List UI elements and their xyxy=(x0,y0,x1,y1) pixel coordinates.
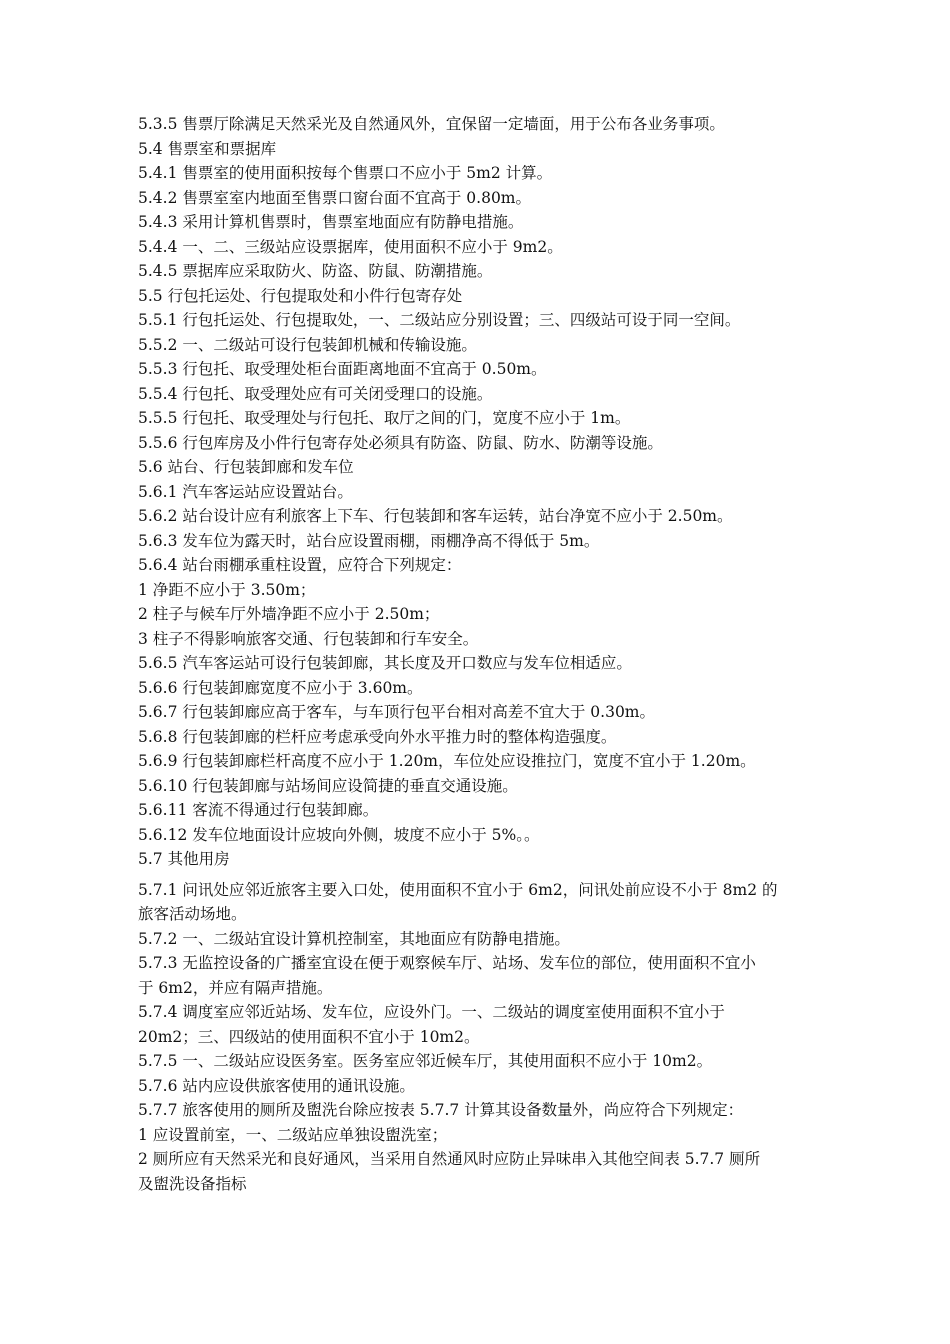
text-line: 于 6m2，并应有隔声措施。 xyxy=(138,978,333,997)
text-line: 5.5.4 行包托、取受理处应有可关闭受理口的设施。 xyxy=(138,384,493,403)
text-line: 5.7.1 问讯处应邻近旅客主要入口处，使用面积不宜小于 6m2，问讯处前应设不小于 8m2 的 xyxy=(138,880,778,899)
text-line: 5.7.4 调度室应邻近站场、发车位，应设外门。一、二级站的调度室使用面积不宜小于 xyxy=(138,1003,725,1021)
text-line: 5.6.1 汽车客运站应设置站台。 xyxy=(138,482,353,501)
text-line: 5.6.10 行包装卸廊与站场间应设简捷的垂直交通设施。 xyxy=(138,776,518,795)
text-line: 5.7.2 一、二级站宜设计算机控制室，其地面应有防静电措施。 xyxy=(138,929,570,948)
section-heading: 5.4 售票室和票据库 xyxy=(138,139,277,158)
text-line: 5.6.5 汽车客运站可设行包装卸廊，其长度及开口数应与发车位相适应。 xyxy=(138,654,632,672)
text-line: 5.7.5 一、二级站应设医务室。医务室应邻近候车厅，其使用面积不应小于 10m2。 xyxy=(138,1052,713,1070)
text-line: 5.7.3 无监控设备的广播室宜设在便于观察候车厅、站场、发车位的部位，使用面积不宜小 xyxy=(138,954,756,972)
text-line: 5.6.4 站台雨棚承重柱设置，应符合下列规定： xyxy=(138,556,462,574)
text-line: 5.6.9 行包装卸廊栏杆高度不应小于 1.20m，车位处应设推拉门，宽度不宜小于 1.20m。 xyxy=(138,752,756,770)
text-line: 5.4.2 售票室室内地面至售票口窗台面不宜高于 0.80m。 xyxy=(138,188,532,207)
list-item: 2 厕所应有天然采光和良好通风，当采用自然通风时应防止异味串入其他空间表 5.7.7 厕所 xyxy=(138,1150,761,1168)
section-heading: 5.7 其他用房 xyxy=(138,850,230,868)
text-line: 5.3.5 售票厅除满足天然采光及自然通风外，宜保留一定墙面，用于公布各业务事项。 xyxy=(138,115,725,133)
text-line: 及盥洗设备指标 xyxy=(138,1174,247,1193)
section-heading: 5.5 行包托运处、行包提取处和小件行包寄存处 xyxy=(138,286,463,305)
text-line: 5.5.2 一、二级站可设行包装卸机械和传输设施。 xyxy=(138,335,477,354)
text-line: 5.4.3 采用计算机售票时，售票室地面应有防静电措施。 xyxy=(138,213,524,231)
list-item: 2 柱子与候车厅外墙净距不应小于 2.50m； xyxy=(138,605,440,623)
text-line: 5.7.6 站内应设供旅客使用的通讯设施。 xyxy=(138,1076,415,1095)
list-item: 3 柱子不得影响旅客交通、行包装卸和行车安全。 xyxy=(138,629,479,648)
text-line: 5.4.5 票据库应采取防火、防盗、防鼠、防潮措施。 xyxy=(138,262,493,280)
text-line: 5.6.3 发车位为露天时，站台应设置雨棚，雨棚净高不得低于 5m。 xyxy=(138,531,600,550)
section-heading: 5.6 站台、行包装卸廊和发车位 xyxy=(138,458,354,476)
text-line: 5.4.1 售票室的使用面积按每个售票口不应小于 5m2 计算。 xyxy=(138,164,553,182)
text-line: 5.6.11 客流不得通过行包装卸廊。 xyxy=(138,801,379,819)
list-item: 1 应设置前室，一、二级站应单独设盥洗室； xyxy=(138,1125,448,1144)
text-line: 20m2；三、四级站的使用面积不宜小于 10m2。 xyxy=(138,1027,480,1046)
text-line: 旅客活动场地。 xyxy=(138,905,247,923)
text-line: 5.6.6 行包装卸廊宽度不应小于 3.60m。 xyxy=(138,678,423,697)
text-line: 5.5.3 行包托、取受理处柜台面距离地面不宜高于 0.50m。 xyxy=(138,360,547,378)
text-line: 5.6.12 发车位地面设计应坡向外侧，坡度不应小于 5%。。 xyxy=(138,825,540,844)
list-item: 1 净距不应小于 3.50m； xyxy=(138,580,316,599)
document-body xyxy=(138,112,818,1196)
text-line: 5.5.5 行包托、取受理处与行包托、取厅之间的门，宽度不应小于 1m。 xyxy=(138,409,631,427)
text-line: 5.6.2 站台设计应有利旅客上下车、行包装卸和客车运转，站台净宽不应小于 2.50m。 xyxy=(138,507,733,525)
text-line: 5.5.1 行包托运处、行包提取处，一、二级站应分别设置；三、四级站可设于同一空间。 xyxy=(138,311,741,329)
text-line: 5.5.6 行包库房及小件行包寄存处必须具有防盗、防鼠、防水、防潮等设施。 xyxy=(138,433,663,452)
text-line: 5.4.4 一、二、三级站应设票据库，使用面积不应小于 9m2。 xyxy=(138,237,563,256)
text-line: 5.6.7 行包装卸廊应高于客车，与车顶行包平台相对高差不宜大于 0.30m。 xyxy=(138,703,656,721)
text-line: 5.7.7 旅客使用的厕所及盥洗台除应按表 5.7.7 计算其设备数量外，尚应符合下列规定： xyxy=(138,1101,744,1119)
text-line: 5.6.8 行包装卸廊的栏杆应考虑承受向外水平推力时的整体构造强度。 xyxy=(138,727,617,746)
